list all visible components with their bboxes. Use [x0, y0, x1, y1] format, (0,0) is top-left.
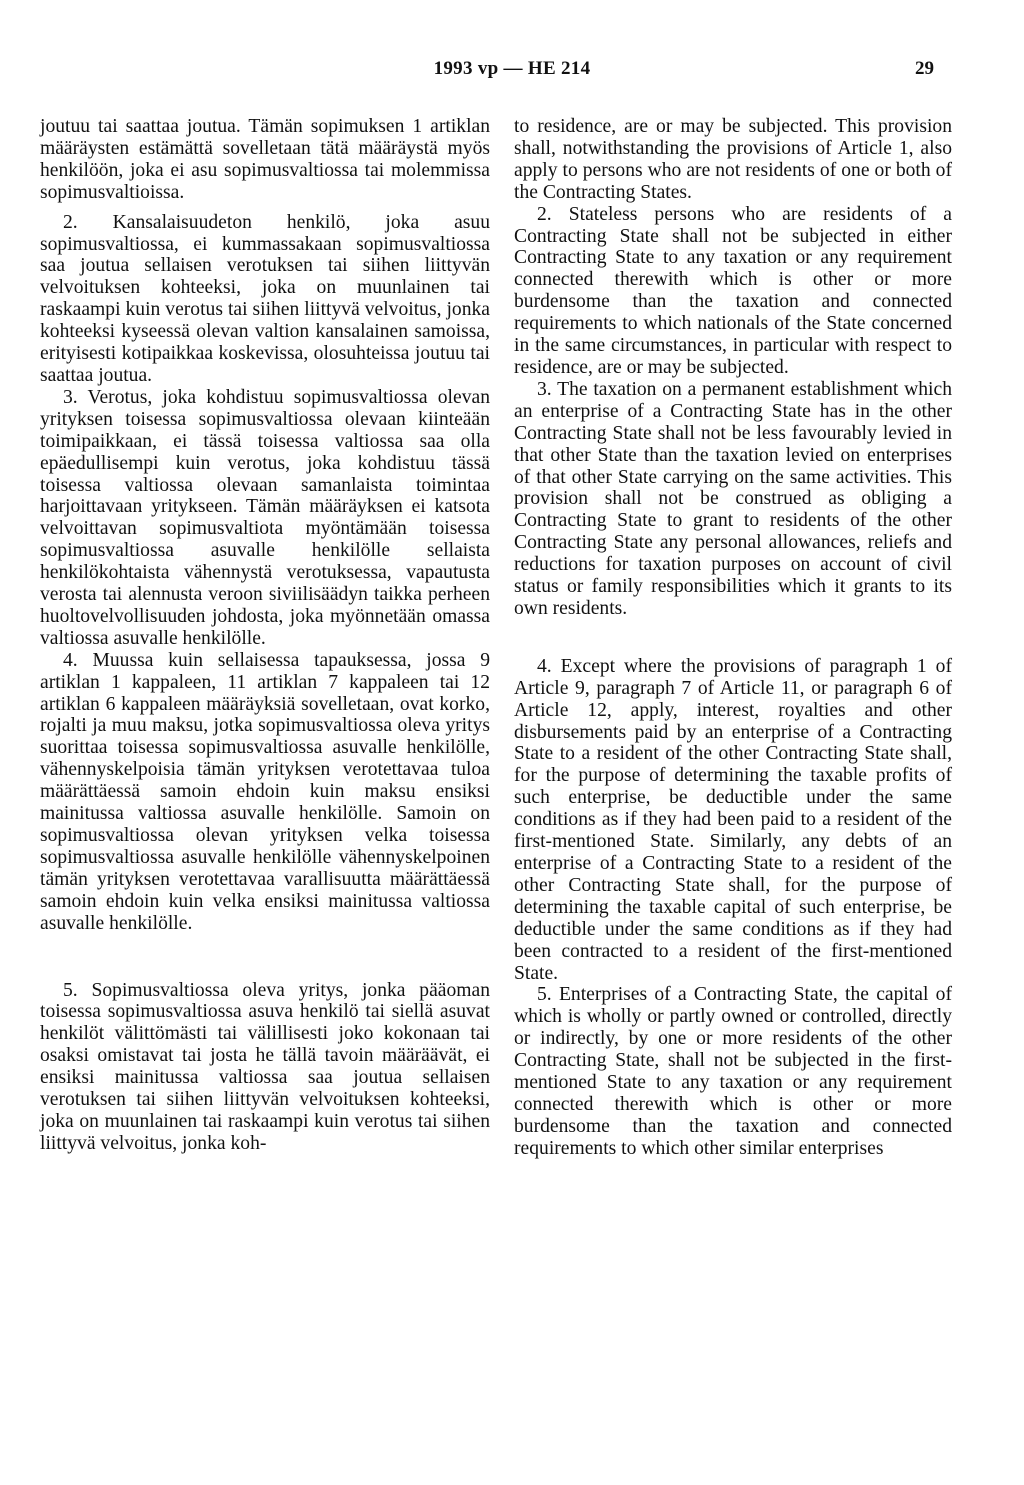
paragraph-en-2: 2. Stateless persons who are residents of a Contracting State shall not be subjected in either Contracting State to any taxation or any requirement connected therewith which is other or more burdensome than the taxation and connected requirements to which nationals of the State concerned in the same circumstances, in particular with respect to residence, are or may be subjected.: [514, 203, 952, 378]
page-header: [0, 58, 1024, 88]
finnish-column: [40, 116, 490, 1155]
paragraph-fi-2: 2. Kansalaisuudeton henkilö, joka asuu sopimusvaltiossa, ei kummassakaan sopimusvaltiossa saa joutua sellaisen verotuksen tai siihen liittyvän velvoituksen kohteeksi, joka on muunlainen tai raskaampi kuin verotus tai siihen liittyvä velvoitus, jonka kohteeksi kyseessä olevan valtion kansalainen samoissa, erityisesti kotipaikkaa koskevissa, olosuhteissa joutuu tai saattaa joutua.: [40, 211, 490, 386]
english-column: [514, 116, 952, 1160]
page-number: 29: [915, 58, 934, 79]
running-title: 1993 vp — HE 214: [433, 58, 591, 79]
paragraph-fi-continuation: joutuu tai saattaa joutua. Tämän sopimuksen 1 artiklan määräysten estämättä sovelletaan tätä määräystä myös henkilöön, joka ei asu sopimusvaltiossa tai molemmissa sopimusvaltioissa.: [40, 116, 490, 203]
paragraph-en-5: 5. Enterprises of a Contracting State, the capital of which is wholly or partly owned or controlled, directly or indirectly, by one or more residents of the other Contracting State, shall not be subjected in the first-mentioned State to any taxation or any requirement connected therewith which is other or more burdensome than the taxation and connected requirements to which other similar enterprises: [514, 984, 952, 1159]
paragraph-fi-3: 3. Verotus, joka kohdistuu sopimusvaltiossa olevan yrityksen toisessa sopimusvaltiossa olevaan kiinteään toimipaikkaan, ei tässä toisessa valtiossa saa olla epäedullisempi kuin verotus, joka kohdistuu tässä toisessa valtiossa olevaan samanlaista toimintaa harjoittavaan yritykseen. Tämän määräyksen ei katsota velvoittavan sopimusvaltiota myöntämään toisessa sopimusvaltiossa asuvalle henkilölle sellaista henkilökohtaista vähennystä verotuksessa, vapautusta verosta tai alennusta veroon siviilisäädyn taikka perheen huoltovelvollisuuden johdosta, joka myönnetään omassa valtiossa asuvalle henkilölle.: [40, 386, 490, 649]
paragraph-en-continuation: to residence, are or may be subjected. This provision shall, notwithstanding the provisions of Article 1, also apply to persons who are not residents of one or both of the Contracting States.: [514, 116, 952, 203]
paragraph-en-4: 4. Except where the provisions of paragraph 1 of Article 9, paragraph 7 of Article 11, or paragraph 6 of Article 12, apply, interest, royalties and other disbursements paid by an enterprise of a Contracting State to a resident of the other Contracting State shall, for the purpose of determining the taxable profits of such enterprise, be deductible under the same conditions as if they had been paid to a resident of the first-mentioned State. Similarly, any debts of an enterprise of a Contracting State to a resident of the other Contracting State shall, for the purpose of determining the taxable capital of such enterprise, be deductible under the same conditions as if they had been contracted to a resident of the first-mentioned State.: [514, 655, 952, 984]
paragraph-fi-5: 5. Sopimusvaltiossa oleva yritys, jonka pääoman toisessa sopimusvaltiossa asuva henkilö tai siellä asuvat henkilöt välittömästi tai välillisesti joko kokonaan tai osaksi omistavat tai josta he tällä tavoin määräävät, ei ensiksi mainitussa valtiossa saa joutua sellaisen verotuksen tai siihen liittyvän velvoituksen kohteeksi, joka on muunlainen tai raskaampi kuin verotus tai siihen liittyvä velvoitus, jonka koh-: [40, 979, 490, 1154]
paragraph-fi-4: 4. Muussa kuin sellaisessa tapauksessa, jossa 9 artiklan 1 kappaleen, 11 artiklan 7 kappaleen tai 12 artiklan 6 kappaleen määräyksiä sovelletaan, ovat korko, rojalti ja muu maksu, jotka sopimusvaltiossa oleva yritys suorittaa toisessa sopimusvaltiossa asuvalle henkilölle, vähennyskelpoisia tämän yrityksen verotettavaa tuloa määrättäessä samoin ehdoin kuin maksu ensiksi mainitussa valtiossa asuvalle henkilölle. Samoin on sopimusvaltiossa olevan yrityksen velka toisessa sopimusvaltiossa asuvalle henkilölle vähennyskelpoinen tämän yrityksen verotettavaa varallisuutta määrättäessä samoin ehdoin kuin velka ensiksi mainitussa valtiossa asuvalle henkilölle.: [40, 649, 490, 934]
paragraph-en-3: 3. The taxation on a permanent establishment which an enterprise of a Contracting State has in the other Contracting State shall not be less favourably levied in that other State than the taxation levied on enterprises of that other State carrying on the same activities. This provision shall not be construed as obliging a Contracting State to grant to residents of the other Contracting State any personal allowances, reliefs and reductions for taxation purposes on account of civil status or family responsibilities which it grants to its own residents.: [514, 378, 952, 619]
